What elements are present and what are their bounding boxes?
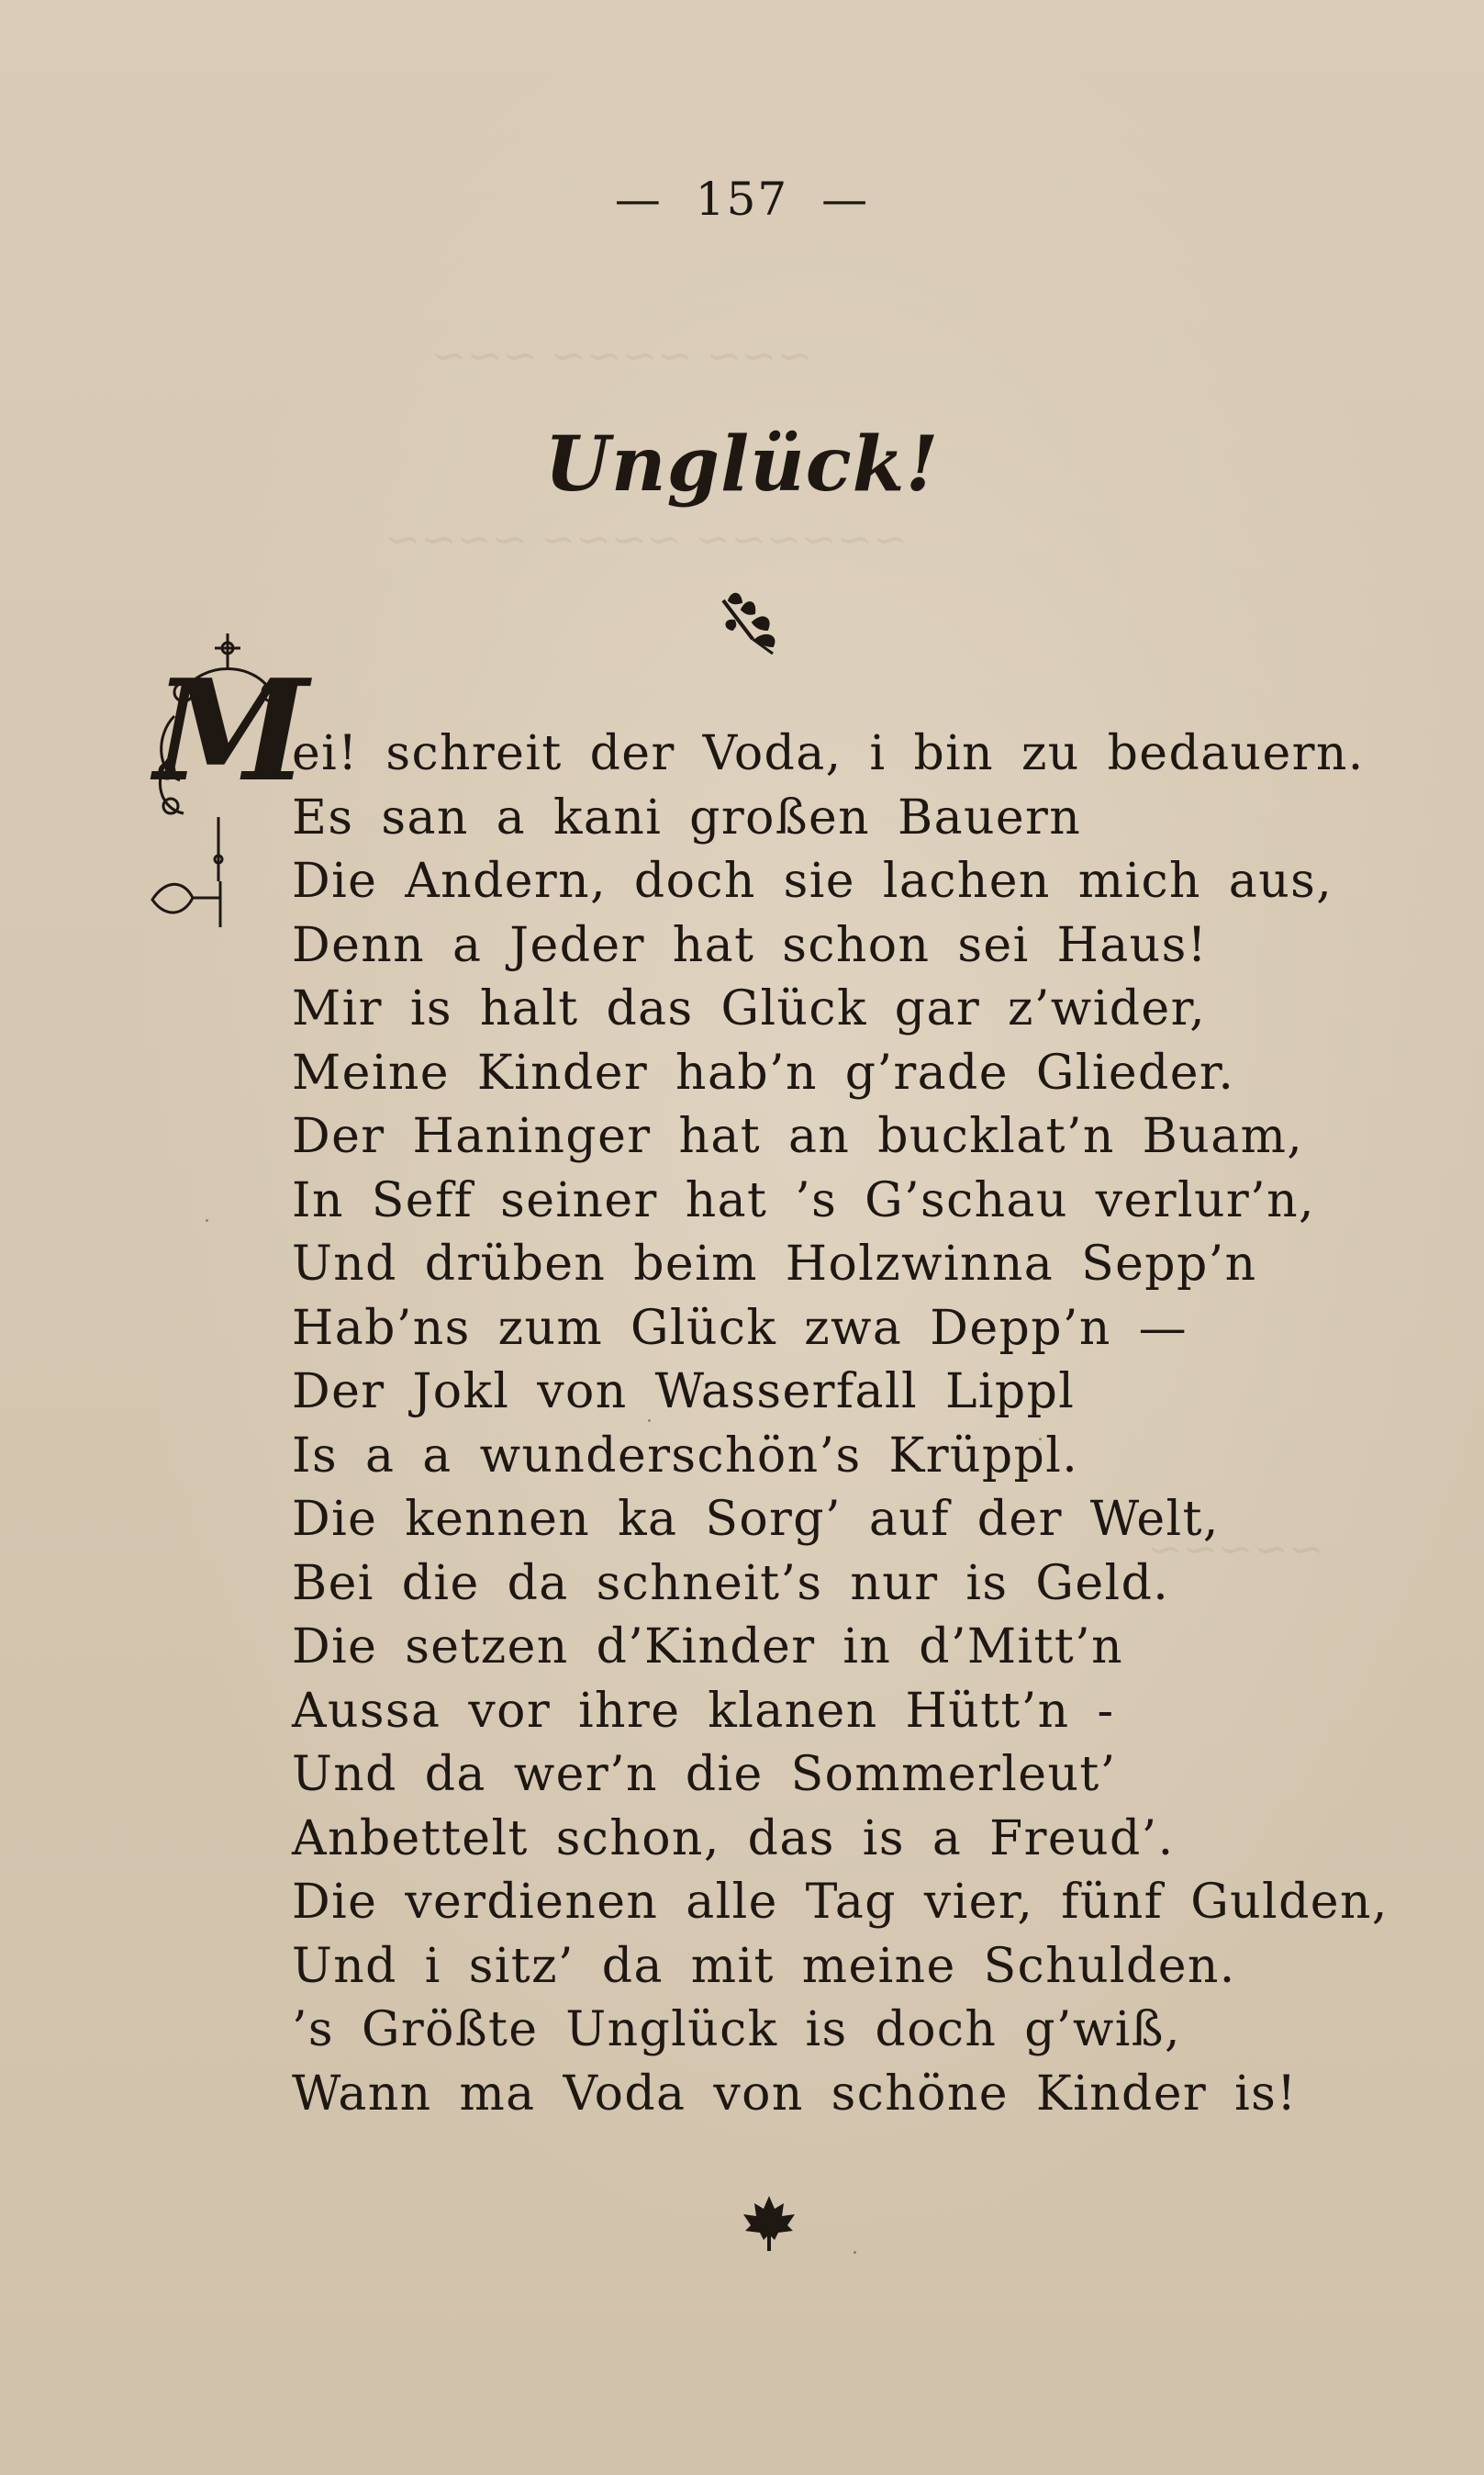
poem-lines bbox=[292, 722, 1389, 2126]
show-through-text: ~~~~~ bbox=[1147, 1524, 1324, 1573]
poem-line: Und da wer’n die Sommerleut’ bbox=[292, 1747, 1117, 1802]
paper-speck bbox=[1039, 1438, 1042, 1440]
poem-line: Und drüben beim Holzwinna Sepp’n bbox=[292, 1237, 1257, 1292]
poem-line: Meine Kinder hab’n g’rade Glieder. bbox=[292, 1045, 1235, 1101]
paper-speck bbox=[854, 2251, 856, 2254]
poem-line: Wann ma Voda von schöne Kinder is! bbox=[292, 2066, 1298, 2122]
poem-line: Die verdienen alle Tag vier, fünf Gulden, bbox=[292, 1875, 1389, 1930]
poem-line: Die kennen ka Sorg’ auf der Welt, bbox=[292, 1492, 1220, 1547]
poem-line: Mir is halt das Glück gar z’wider, bbox=[292, 981, 1207, 1036]
poem-line: Und i sitz’ da mit meine Schulden. bbox=[292, 1938, 1236, 1994]
show-through-text: ~~~~~~ ~~~~ ~~~~ bbox=[385, 514, 908, 564]
poem-line: Die setzen d’Kinder in d’Mitt’n bbox=[292, 1619, 1123, 1674]
poem-title: Unglück! bbox=[544, 420, 940, 509]
leaf-sprig-icon bbox=[716, 588, 786, 657]
poem-line: Die Andern, doch sie lachen mich aus, bbox=[292, 854, 1333, 909]
maple-leaf-icon bbox=[742, 2194, 797, 2253]
poem-line: Bei die da schneit’s nur is Geld. bbox=[292, 1555, 1170, 1611]
paper-speck bbox=[206, 1219, 208, 1222]
dropcap-letter: M bbox=[154, 648, 309, 812]
poem-line: Hab’ns zum Glück zwa Depp’n — bbox=[292, 1300, 1188, 1356]
poem-line: Is a a wunderschön’s Krüppl. bbox=[292, 1428, 1079, 1484]
poem-line: In Seff seiner hat ’s G’schau verlur’n, bbox=[292, 1172, 1315, 1228]
poem-line: Es san a kani großen Bauern bbox=[292, 790, 1082, 846]
poem-line: ei! schreit der Voda, i bin zu bedauern. bbox=[292, 726, 1365, 781]
show-through-text: ~~~ ~~~~ ~~~ bbox=[431, 330, 812, 380]
poem-line: Anbettelt schon, das is a Freud’. bbox=[292, 1810, 1175, 1866]
poem-line: Aussa vor ihre klanen Hütt’n - bbox=[292, 1683, 1115, 1739]
paper-speck bbox=[648, 1419, 651, 1422]
poem-line: ’s Größte Unglück is doch g’wiß, bbox=[292, 2002, 1181, 2057]
poem-line: Der Haninger hat an bucklat’n Buam, bbox=[292, 1109, 1304, 1164]
page-number: — 157 — bbox=[614, 173, 870, 226]
poem-line: Denn a Jeder hat schon sei Haus! bbox=[292, 917, 1208, 973]
poem-line: Der Jokl von Wasserfall Lippl bbox=[292, 1364, 1076, 1419]
